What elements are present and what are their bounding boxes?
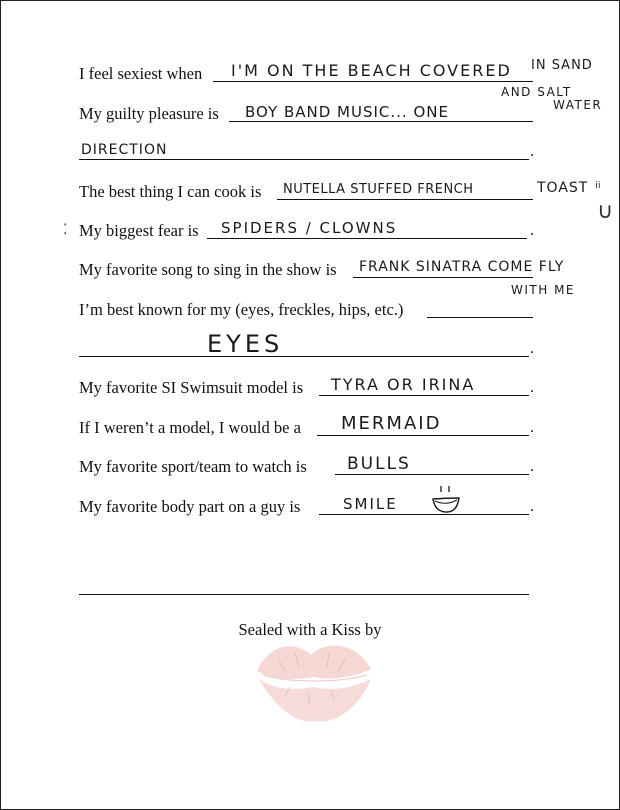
answer-line-guilty-2 <box>79 159 529 160</box>
prompt-model: My favorite SI Swimsuit model is <box>79 378 304 397</box>
period: . <box>530 379 534 396</box>
prompt-career: If I weren’t a model, I would be a <box>79 418 301 437</box>
answer-line-fear <box>207 238 527 239</box>
answer-guilty-continued: DIRECTION <box>81 142 168 158</box>
prompt-fear: My biggest fear is <box>79 221 199 240</box>
answer-line-sport <box>335 474 529 475</box>
answer-sexiest: I'M ON THE BEACH COVERED <box>231 61 512 80</box>
answer-sexiest-and-salt: AND SALT <box>501 85 572 99</box>
period: . <box>530 222 534 239</box>
answer-line-guilty <box>229 121 533 122</box>
answer-line-career <box>317 435 529 436</box>
period: . <box>530 340 534 357</box>
answer-sexiest-continued: IN SAND <box>531 58 593 73</box>
tongue-doodle-icon: ᵢᵢ <box>595 173 601 192</box>
period: . <box>530 419 534 436</box>
answer-guilty: BOY BAND MUSIC... ONE <box>245 103 449 121</box>
answer-line-bodypart <box>319 514 529 515</box>
answer-line-sexiest <box>213 81 533 82</box>
answer-line-model <box>319 395 529 396</box>
signature-line <box>79 594 529 595</box>
answer-model: TYRA OR IRINA <box>331 375 476 394</box>
answer-known: EYES <box>207 330 284 358</box>
answer-song: FRANK SINATRA COME FLY <box>359 259 565 275</box>
answer-line-cook <box>277 199 533 200</box>
prompt-guilty: My guilty pleasure is <box>79 104 219 123</box>
answer-fear: SPIDERS / CLOWNS <box>221 219 398 237</box>
answer-cook: NUTELLA STUFFED FRENCH <box>283 182 474 197</box>
period: . <box>530 143 534 160</box>
prompt-cook: The best thing I can cook is <box>79 182 262 201</box>
prompt-bodypart: My favorite body part on a guy is <box>79 497 301 516</box>
answer-career: MERMAID <box>341 413 442 434</box>
margin-mark-icon: ⁚ <box>63 222 68 238</box>
sealed-with-kiss-label: Sealed with a Kiss by <box>238 620 382 639</box>
period: . <box>530 458 534 475</box>
period: . <box>530 498 534 515</box>
lipstick-kiss-icon <box>249 631 379 731</box>
prompt-known: I’m best known for my (eyes, freckles, hips, etc.) <box>79 300 404 319</box>
answer-line-known <box>427 317 533 318</box>
prompt-song: My favorite song to sing in the show is <box>79 260 337 279</box>
answer-sport: BULLS <box>347 454 411 474</box>
prompt-sexiest: I feel sexiest when <box>79 64 203 83</box>
smiley-doodle-icon <box>429 483 463 517</box>
answer-bodypart: SMILE <box>343 495 398 513</box>
answer-line-known-2 <box>79 356 529 357</box>
prompt-sport: My favorite sport/team to watch is <box>79 457 307 476</box>
tongue-curve-icon: ∪ <box>597 199 614 224</box>
answer-sexiest-water: WATER <box>553 98 603 112</box>
answer-cook-continued: TOAST <box>537 180 589 196</box>
answer-song-continued: WITH ME <box>511 283 576 297</box>
answer-line-song <box>353 277 533 278</box>
